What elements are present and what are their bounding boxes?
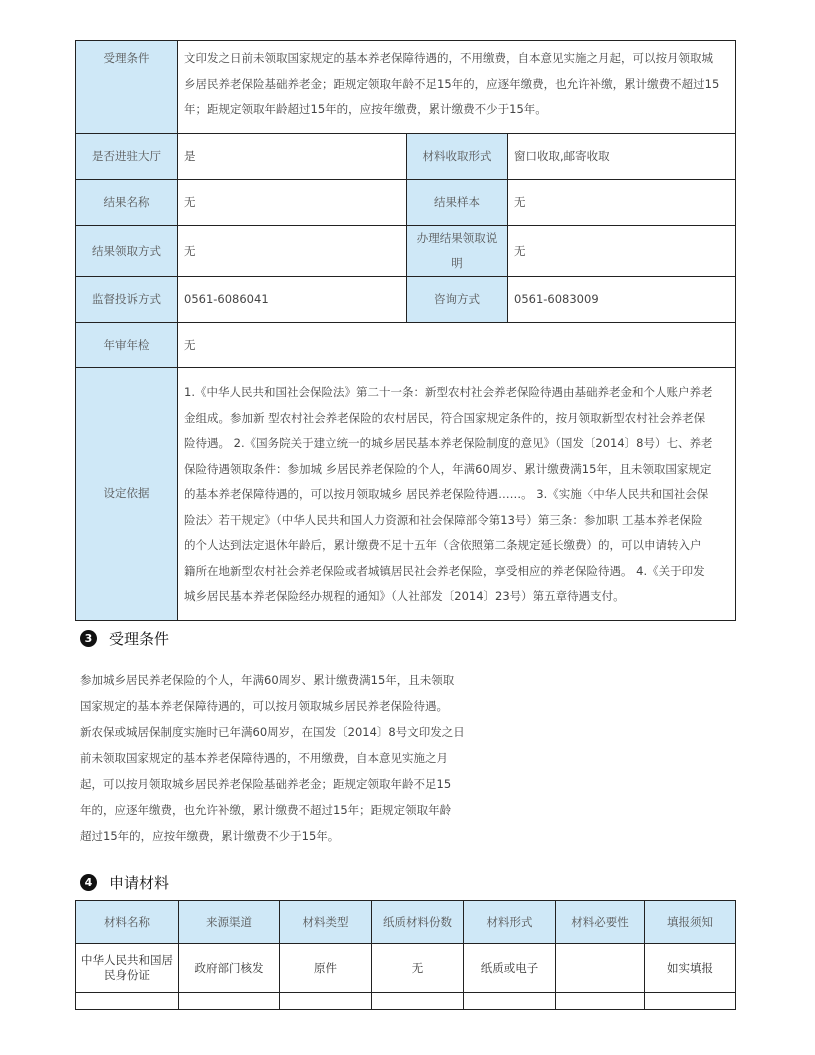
condition-line: 文印发之日前未领取国家规定的基本养老保障待遇的，不用缴费，自本意见实施之月起，可以按月领取城: [184, 51, 713, 65]
cell-material-type: 原件: [280, 944, 372, 993]
basis-line: 的个人达到法定退休年龄后，累计缴费不足十五年（含依照第二条规定延长缴费）的，可以申请转入户: [184, 538, 702, 552]
basis-line: 保险待遇领取条件：参加城 乡居民养老保险的个人，年满60周岁、累计缴费满15年，且未领取国家规定: [184, 461, 712, 476]
basis-line: 险法〉若干规定》（中华人民共和国人力资源和社会保障部令第13号）第三条：参加职 工基本养老保险: [184, 512, 703, 527]
empty-cell: [280, 993, 372, 1010]
paragraph-line: 前未领取国家规定的基本养老保障待遇的，不用缴费，自本意见实施之月: [80, 751, 448, 765]
header-filling-notes: 填报须知: [645, 901, 736, 944]
service-info-table: [75, 40, 736, 621]
basis-line: 1.《中华人民共和国社会保险法》第二十一条：新型农村社会养老保险待遇由基础养老金和个人账户养老: [184, 385, 713, 399]
empty-cell: [464, 993, 556, 1010]
section-3-paragraph: [80, 667, 470, 849]
condition-value: [178, 41, 736, 134]
section-4-header: [80, 872, 169, 893]
hall-value: 是: [178, 134, 407, 180]
material-form-label: 材料收取形式: [407, 134, 508, 180]
section-4-title: 申请材料: [109, 874, 170, 892]
paragraph-line: 新农保或城居保制度实施时已年满60周岁，在国发〔2014〕8号文印发之日: [80, 725, 465, 739]
paragraph-line: 超过15年的，应按年缴费，累计缴费不少于15年。: [80, 829, 340, 843]
header-source: 来源渠道: [179, 901, 280, 944]
cell-material-name: 中华人民共和国居民身份证: [76, 944, 179, 993]
section-3-title: 受理条件: [109, 630, 170, 648]
empty-cell: [556, 993, 645, 1010]
empty-cell: [372, 993, 464, 1010]
empty-cell: [179, 993, 280, 1010]
cell-necessity: [556, 944, 645, 993]
number-3-icon: 3: [80, 630, 97, 647]
result-sample-label: 结果样本: [407, 180, 508, 226]
basis-line: 城乡居民基本养老保险经办规程的通知》（人社部发〔2014〕23号）第五章待遇支付。: [184, 589, 625, 603]
header-material-form: 材料形式: [464, 901, 556, 944]
section-3-header: [80, 628, 169, 649]
number-4-icon: 4: [80, 874, 97, 891]
paragraph-line: 起，可以按月领取城乡居民养老保险基础养老金；距规定领取年龄不足15: [80, 777, 452, 791]
condition-line: 乡居民养老保险基础养老金；距规定领取年龄不足15年的，应逐年缴费，也允许补缴，累计缴费不超过15: [184, 76, 720, 91]
basis-line: 的基本养老保障待遇的，可以按月领取城乡 居民养老保险待遇……。 3.《实施〈中华人民共和国社会保: [184, 487, 709, 501]
table-row: [76, 944, 736, 993]
materials-table: [75, 900, 736, 1010]
paragraph-line: 年的，应逐年缴费，也允许补缴，累计缴费不超过15年；距规定领取年龄: [80, 803, 452, 817]
cell-paper-copies: 无: [372, 944, 464, 993]
complaint-phone: 0561-6086041: [178, 277, 407, 323]
condition-line: 年；距规定领取年龄超过15年的，应按年缴费，累计缴费不少于15年。: [184, 102, 547, 116]
result-sample-value: 无: [508, 180, 736, 226]
basis-line: 籍所在地新型农村社会养老保险或者城镇居民社会养老保险，享受相应的养老保险待遇。 4.《关于印发: [184, 563, 705, 578]
header-necessity: 材料必要性: [556, 901, 645, 944]
empty-cell: [645, 993, 736, 1010]
paragraph-line: 国家规定的基本养老保障待遇的，可以按月领取城乡居民养老保险待遇。: [80, 699, 448, 713]
empty-cell: [76, 993, 179, 1010]
table-row-partial: [76, 993, 736, 1010]
basis-line: 金组成。参加新 型农村社会养老保险的农村居民，符合国家规定条件的，按月领取新型农村社会养老保: [184, 410, 706, 425]
basis-value: [178, 368, 736, 621]
result-name-value: 无: [178, 180, 407, 226]
complaint-label: 监督投诉方式: [76, 277, 178, 323]
cell-source: 政府部门核发: [179, 944, 280, 993]
basis-line: 险待遇。 2.《国务院关于建立统一的城乡居民基本养老保险制度的意见》（国发〔2014〕8号）七、养老: [184, 436, 713, 450]
annual-review-value: 无: [178, 323, 736, 368]
result-pickup-note-value: 无: [508, 226, 736, 277]
header-material-type: 材料类型: [280, 901, 372, 944]
consult-phone: 0561-6083009: [508, 277, 736, 323]
cell-material-form: 纸质或电子: [464, 944, 556, 993]
consult-label: 咨询方式: [407, 277, 508, 323]
result-pickup-value: 无: [178, 226, 407, 277]
result-pickup-label: 结果领取方式: [76, 226, 178, 277]
header-material-name: 材料名称: [76, 901, 179, 944]
hall-label: 是否进驻大厅: [76, 134, 178, 180]
condition-label: 受理条件: [76, 41, 178, 134]
result-name-label: 结果名称: [76, 180, 178, 226]
paragraph-line: 参加城乡居民养老保险的个人，年满60周岁、累计缴费满15年，且未领取: [80, 673, 455, 687]
annual-review-label: 年审年检: [76, 323, 178, 368]
cell-filling-notes: 如实填报: [645, 944, 736, 993]
material-form-value: 窗口收取,邮寄收取: [508, 134, 736, 180]
result-pickup-note-label: 办理结果领取说明: [407, 226, 508, 277]
materials-header-row: [76, 901, 736, 944]
header-paper-copies: 纸质材料份数: [372, 901, 464, 944]
basis-label: 设定依据: [76, 368, 178, 621]
